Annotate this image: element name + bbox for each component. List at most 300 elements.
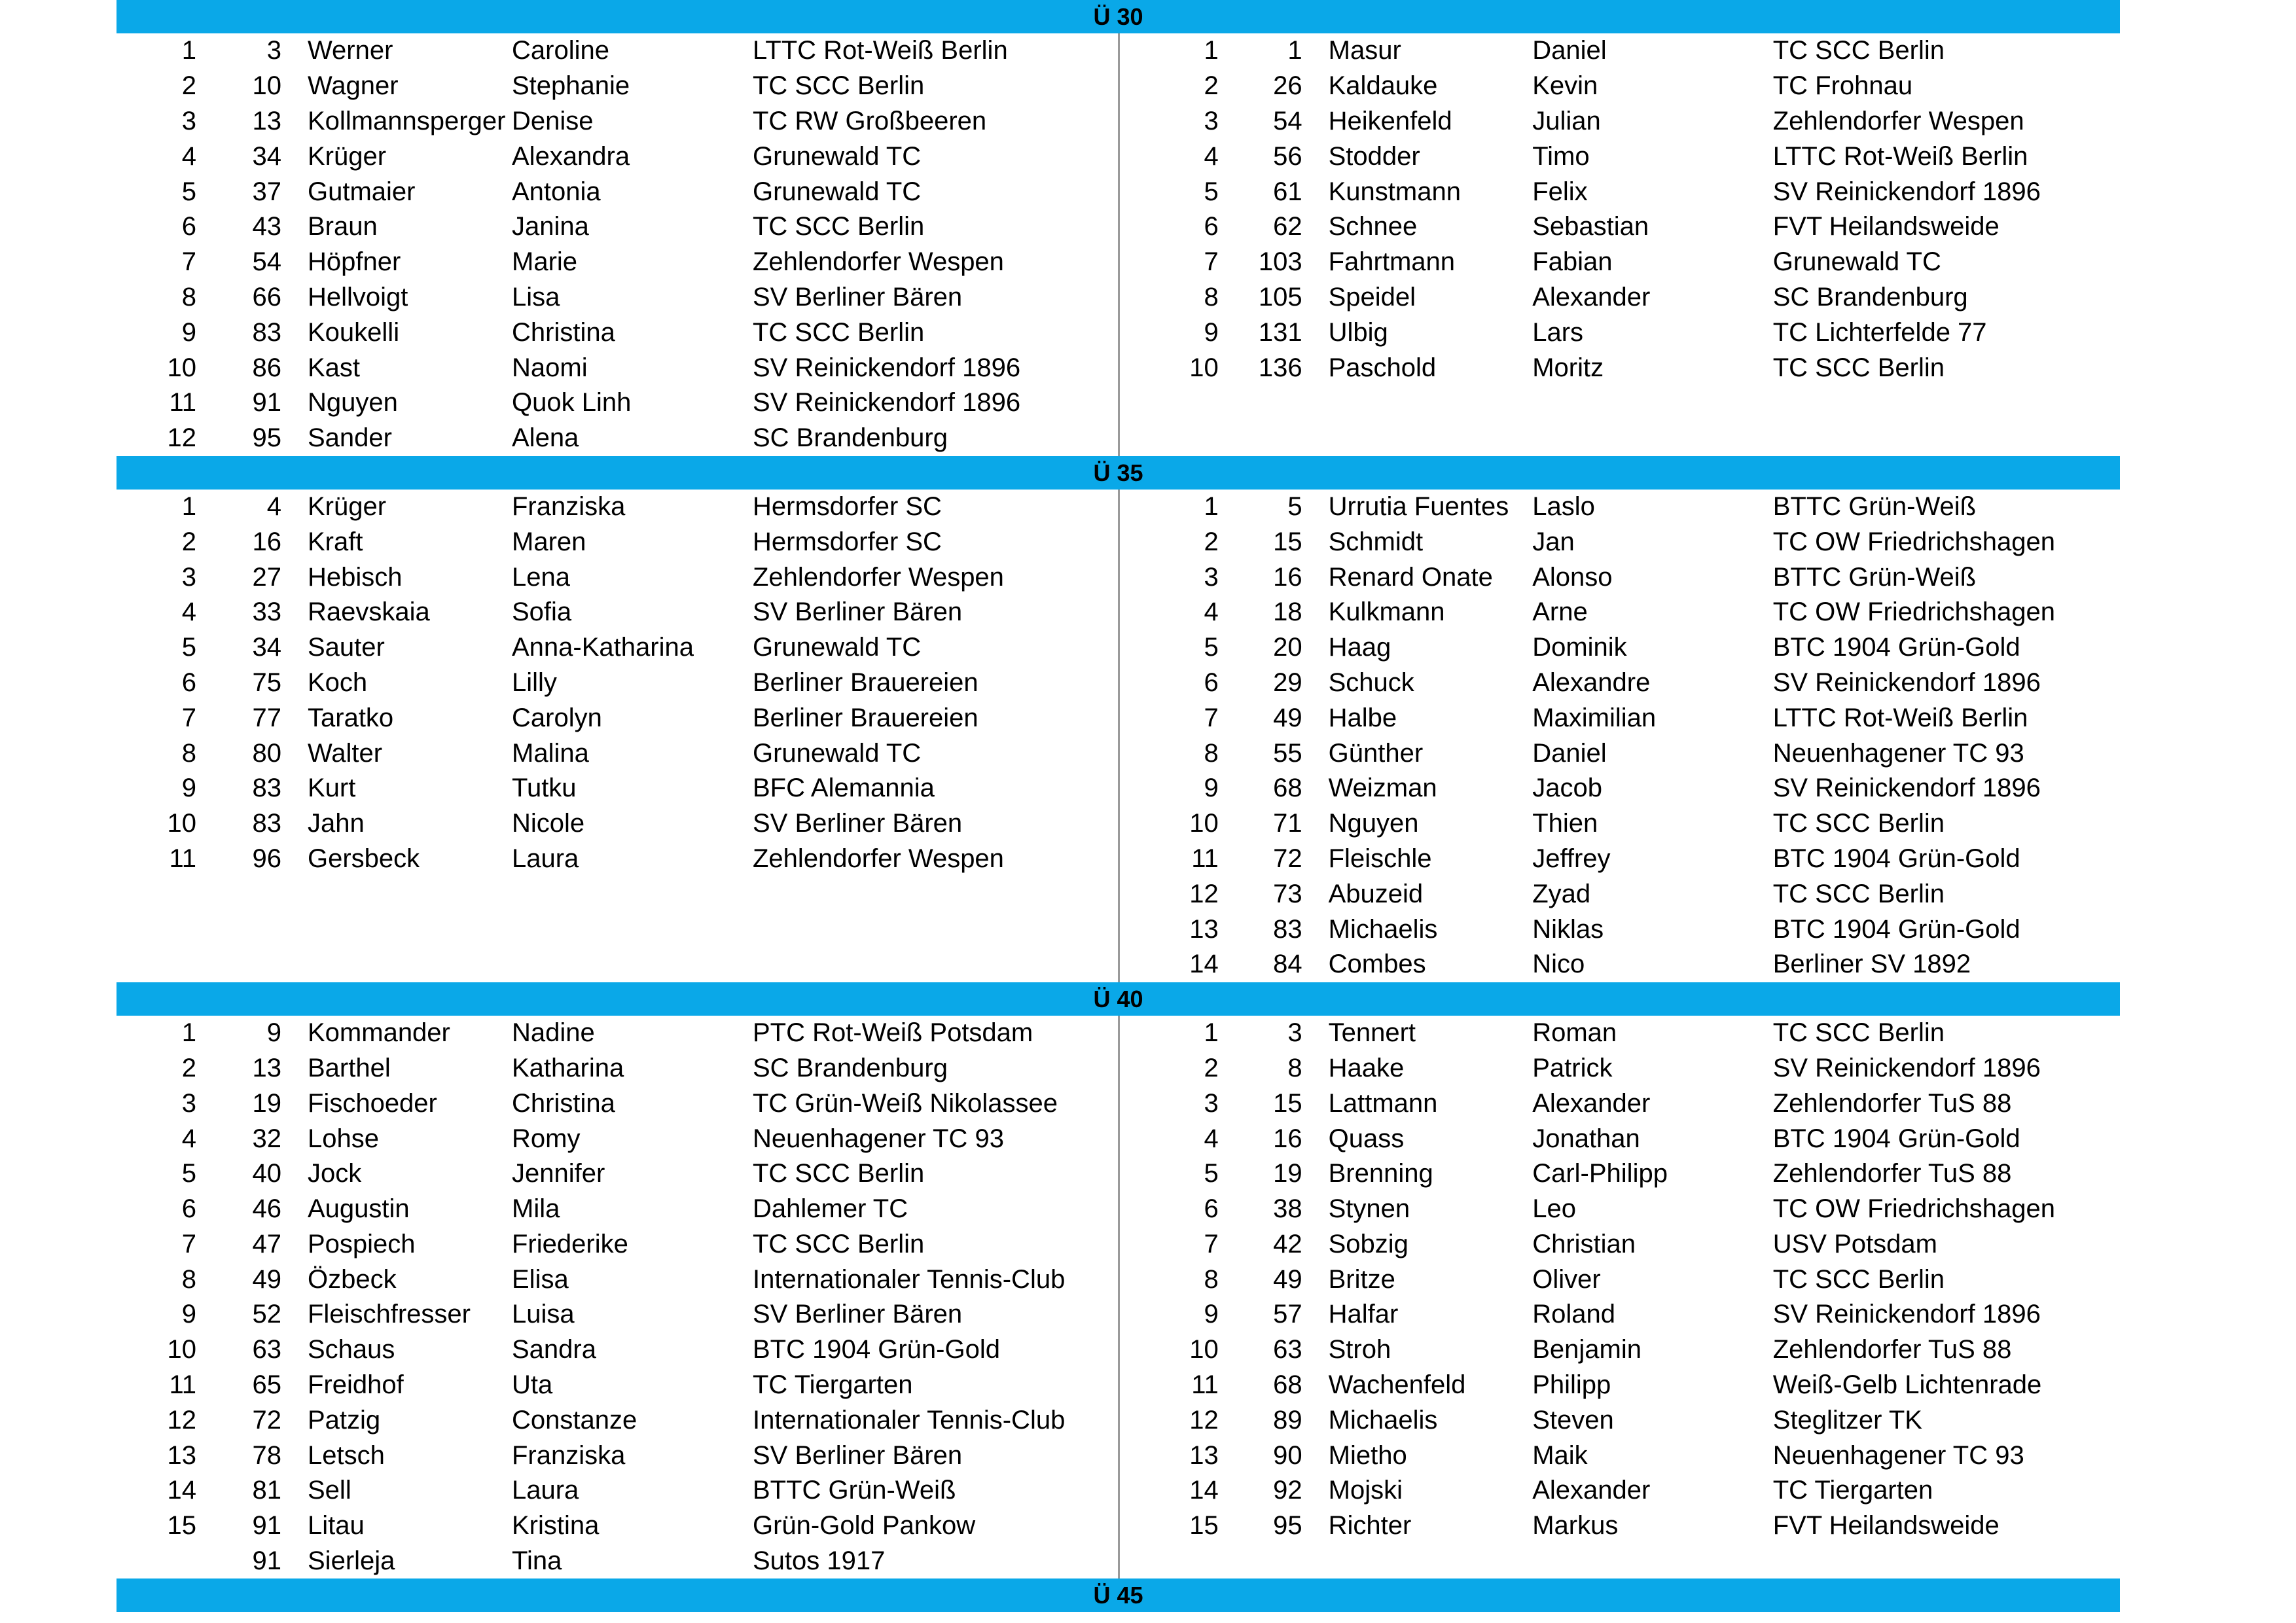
- rank-cell: 4: [181, 141, 196, 171]
- rank-cell: 7: [1204, 703, 1219, 732]
- pts-cell: 81: [252, 1476, 281, 1505]
- club-cell: Zehlendorfer Wespen: [753, 247, 1004, 277]
- club-cell: TC Lichterfelde 77: [1772, 317, 1987, 347]
- rank-cell: 14: [1189, 1476, 1219, 1505]
- club-cell: Berliner Brauereien: [753, 703, 978, 732]
- club-cell: SV Reinickendorf 1896: [1772, 668, 2041, 697]
- club-cell: TC SCC Berlin: [753, 1229, 925, 1258]
- table-row: [1118, 245, 2119, 280]
- rank-cell: 8: [1204, 1264, 1219, 1294]
- table-row: [117, 524, 1118, 560]
- pts-cell: 61: [1273, 177, 1302, 206]
- first-cell: Jennifer: [512, 1159, 605, 1188]
- last-cell: Schaus: [308, 1335, 395, 1364]
- pts-cell: 29: [1273, 668, 1302, 697]
- table-row: [1118, 385, 2119, 421]
- last-cell: Urrutia Fuentes: [1328, 491, 1509, 521]
- rank-cell: 8: [181, 282, 196, 312]
- table-row: [1118, 1192, 2119, 1227]
- rank-cell: 12: [1189, 1405, 1219, 1435]
- last-cell: Schuck: [1328, 668, 1414, 697]
- table-row: [117, 69, 1118, 104]
- table-row: [1118, 1544, 2119, 1579]
- table-row: [117, 736, 1118, 771]
- club-cell: Neuenhagener TC 93: [1772, 1440, 2024, 1470]
- club-cell: TC SCC Berlin: [1772, 879, 1945, 908]
- last-cell: Taratko: [308, 703, 394, 732]
- age-group-header: Ü 40: [117, 982, 2120, 1016]
- pts-cell: 83: [252, 317, 281, 347]
- pts-cell: 91: [252, 388, 281, 418]
- table-row: [1118, 700, 2119, 736]
- rank-cell: 10: [1189, 1335, 1219, 1364]
- rank-cell: 6: [181, 212, 196, 241]
- first-cell: Jeffrey: [1532, 844, 1611, 873]
- last-cell: Sobzig: [1328, 1229, 1408, 1258]
- pts-cell: 3: [1287, 1018, 1302, 1048]
- rank-cell: 4: [1204, 597, 1219, 627]
- first-cell: Niklas: [1532, 914, 1604, 944]
- pts-cell: 95: [1273, 1511, 1302, 1541]
- pts-cell: 38: [1273, 1194, 1302, 1224]
- women-column: [117, 1016, 1118, 1579]
- pts-cell: 49: [1273, 1264, 1302, 1294]
- pts-cell: 49: [1273, 703, 1302, 732]
- club-cell: Zehlendorfer TuS 88: [1772, 1335, 2012, 1364]
- rank-cell: 9: [181, 774, 196, 803]
- first-cell: Carl-Philipp: [1532, 1159, 1668, 1188]
- rank-cell: 7: [1204, 1229, 1219, 1258]
- club-cell: Neuenhagener TC 93: [1772, 738, 2024, 768]
- first-cell: Janina: [512, 212, 589, 241]
- club-cell: TC SCC Berlin: [753, 212, 925, 241]
- club-cell: TC Frohnau: [1772, 71, 1913, 101]
- pts-cell: 37: [252, 177, 281, 206]
- club-cell: TC Tiergarten: [1772, 1476, 1933, 1505]
- first-cell: Anna-Katharina: [512, 633, 694, 662]
- first-cell: Alexander: [1532, 282, 1651, 312]
- table-row: [117, 1332, 1118, 1368]
- pts-cell: 3: [266, 36, 281, 65]
- last-cell: Jahn: [308, 809, 365, 838]
- last-cell: Haake: [1328, 1053, 1405, 1082]
- first-cell: Leo: [1532, 1194, 1576, 1224]
- pts-cell: 20: [1273, 633, 1302, 662]
- rank-cell: 10: [1189, 353, 1219, 382]
- last-cell: Pospiech: [308, 1229, 416, 1258]
- rank-cell: 9: [1204, 317, 1219, 347]
- men-column: [1118, 1016, 2119, 1579]
- club-cell: BTC 1904 Grün-Gold: [1772, 1124, 2020, 1153]
- club-cell: Berliner SV 1892: [1772, 950, 1971, 979]
- rank-cell: 13: [1189, 1440, 1219, 1470]
- last-cell: Michaelis: [1328, 914, 1438, 944]
- last-cell: Nguyen: [1328, 809, 1419, 838]
- pts-cell: 16: [1273, 562, 1302, 592]
- rank-cell: 1: [181, 491, 196, 521]
- first-cell: Roman: [1532, 1018, 1617, 1048]
- club-cell: SV Berliner Bären: [753, 809, 963, 838]
- rank-cell: 10: [167, 809, 196, 838]
- club-cell: BTTC Grün-Weiß: [753, 1476, 956, 1505]
- club-cell: TC OW Friedrichshagen: [1772, 527, 2055, 556]
- pts-cell: 103: [1258, 247, 1302, 277]
- club-cell: BTTC Grün-Weiß: [1772, 562, 1977, 592]
- table-row: [117, 1438, 1118, 1473]
- first-cell: Naomi: [512, 353, 588, 382]
- first-cell: Patrick: [1532, 1053, 1613, 1082]
- club-cell: Sutos 1917: [753, 1546, 886, 1576]
- table-row: [1118, 104, 2119, 139]
- table-row: [117, 1508, 1118, 1544]
- rank-cell: 11: [1191, 1370, 1219, 1400]
- pts-cell: 54: [252, 247, 281, 277]
- last-cell: Walter: [308, 738, 383, 768]
- last-cell: Richter: [1328, 1511, 1412, 1541]
- table-row: [1118, 666, 2119, 701]
- rank-cell: 8: [181, 738, 196, 768]
- last-cell: Hellvoigt: [308, 282, 408, 312]
- pts-cell: 78: [252, 1440, 281, 1470]
- rank-cell: 2: [181, 527, 196, 556]
- pts-cell: 13: [252, 106, 281, 135]
- table-row: [1118, 1297, 2119, 1332]
- first-cell: Christina: [512, 317, 615, 347]
- table-row: [1118, 1156, 2119, 1192]
- age-group-table: [117, 490, 2120, 982]
- last-cell: Werner: [308, 36, 393, 65]
- pts-cell: 105: [1258, 282, 1302, 312]
- table-row: [1118, 912, 2119, 947]
- pts-cell: 40: [252, 1159, 281, 1188]
- pts-cell: 33: [252, 597, 281, 627]
- club-cell: Steglitzer TK: [1772, 1405, 1922, 1435]
- club-cell: TC SCC Berlin: [753, 1159, 925, 1188]
- table-row: [1118, 771, 2119, 806]
- rank-cell: 9: [181, 1300, 196, 1329]
- club-cell: LTTC Rot-Weiß Berlin: [1772, 141, 2028, 171]
- rank-cell: 10: [167, 1335, 196, 1364]
- first-cell: Marie: [512, 247, 578, 277]
- age-group-table: [117, 33, 2120, 456]
- rank-cell: 7: [181, 1229, 196, 1258]
- pts-cell: 91: [252, 1546, 281, 1576]
- first-cell: Franziska: [512, 491, 626, 521]
- rank-cell: 2: [181, 1053, 196, 1082]
- table-row: [117, 1473, 1118, 1508]
- rank-cell: 5: [1204, 177, 1219, 206]
- rank-cell: 1: [181, 1018, 196, 1048]
- pts-cell: 56: [1273, 141, 1302, 171]
- pts-cell: 89: [1273, 1405, 1302, 1435]
- last-cell: Wachenfeld: [1328, 1370, 1466, 1400]
- club-cell: LTTC Rot-Weiß Berlin: [1772, 703, 2028, 732]
- last-cell: Stroh: [1328, 1335, 1391, 1364]
- club-cell: Grunewald TC: [753, 177, 922, 206]
- first-cell: Jan: [1532, 527, 1575, 556]
- last-cell: Tennert: [1328, 1018, 1416, 1048]
- first-cell: Malina: [512, 738, 589, 768]
- pts-cell: 83: [1273, 914, 1302, 944]
- club-cell: TC SCC Berlin: [753, 71, 925, 101]
- men-column: [1118, 490, 2119, 982]
- table-row: [117, 700, 1118, 736]
- table-row: [1118, 315, 2119, 350]
- first-cell: Maik: [1532, 1440, 1588, 1470]
- pts-cell: 90: [1273, 1440, 1302, 1470]
- table-row: [1118, 69, 2119, 104]
- table-row: [117, 595, 1118, 630]
- rank-cell: 4: [181, 597, 196, 627]
- club-cell: TC Grün-Weiß Nikolassee: [753, 1088, 1058, 1118]
- rank-cell: 3: [1204, 106, 1219, 135]
- table-row: [1118, 1508, 2119, 1544]
- club-cell: SV Berliner Bären: [753, 1300, 963, 1329]
- last-cell: Haag: [1328, 633, 1391, 662]
- pts-cell: 62: [1273, 212, 1302, 241]
- column-divider: [1118, 490, 1120, 982]
- table-row: [1118, 842, 2119, 877]
- first-cell: Tutku: [512, 774, 577, 803]
- rank-cell: 7: [181, 247, 196, 277]
- rank-cell: 11: [169, 844, 196, 873]
- table-row: [1118, 33, 2119, 69]
- last-cell: Halbe: [1328, 703, 1397, 732]
- pts-cell: 83: [252, 809, 281, 838]
- pts-cell: 47: [252, 1229, 281, 1258]
- rank-cell: 11: [169, 388, 196, 418]
- club-cell: TC OW Friedrichshagen: [1772, 597, 2055, 627]
- table-row: [1118, 174, 2119, 209]
- last-cell: Sell: [308, 1476, 351, 1505]
- men-column: [1118, 33, 2119, 456]
- club-cell: Dahlemer TC: [753, 1194, 908, 1224]
- pts-cell: 1: [1287, 36, 1302, 65]
- pts-cell: 34: [252, 633, 281, 662]
- rank-cell: 4: [1204, 1124, 1219, 1153]
- first-cell: Kevin: [1532, 71, 1598, 101]
- last-cell: Mietho: [1328, 1440, 1407, 1470]
- last-cell: Sierleja: [308, 1546, 395, 1576]
- first-cell: Christian: [1532, 1229, 1636, 1258]
- rank-cell: 4: [181, 1124, 196, 1153]
- first-cell: Lena: [512, 562, 570, 592]
- club-cell: Zehlendorfer TuS 88: [1772, 1159, 2012, 1188]
- last-cell: Kurt: [308, 774, 356, 803]
- table-row: [117, 421, 1118, 456]
- pts-cell: 68: [1273, 774, 1302, 803]
- table-row: [1118, 209, 2119, 245]
- last-cell: Fahrtmann: [1328, 247, 1456, 277]
- first-cell: Constanze: [512, 1405, 637, 1435]
- first-cell: Luisa: [512, 1300, 575, 1329]
- pts-cell: 86: [252, 353, 281, 382]
- last-cell: Stynen: [1328, 1194, 1410, 1224]
- rank-cell: 10: [1189, 809, 1219, 838]
- first-cell: Laura: [512, 844, 579, 873]
- pts-cell: 63: [252, 1335, 281, 1364]
- table-row: [117, 104, 1118, 139]
- club-cell: SV Berliner Bären: [753, 1440, 963, 1470]
- last-cell: Sauter: [308, 633, 385, 662]
- first-cell: Maximilian: [1532, 703, 1657, 732]
- table-row: [117, 1227, 1118, 1262]
- first-cell: Carolyn: [512, 703, 602, 732]
- first-cell: Timo: [1532, 141, 1590, 171]
- last-cell: Schmidt: [1328, 527, 1424, 556]
- last-cell: Paschold: [1328, 353, 1437, 382]
- pts-cell: 95: [252, 423, 281, 453]
- table-row: [1118, 1086, 2119, 1121]
- pts-cell: 91: [252, 1511, 281, 1541]
- club-cell: Weiß-Gelb Lichtenrade: [1772, 1370, 2042, 1400]
- first-cell: Alexandre: [1532, 668, 1651, 697]
- last-cell: Braun: [308, 212, 378, 241]
- last-cell: Wagner: [308, 71, 399, 101]
- rank-cell: 1: [181, 36, 196, 65]
- first-cell: Sandra: [512, 1335, 596, 1364]
- first-cell: Sebastian: [1532, 212, 1649, 241]
- first-cell: Alena: [512, 423, 579, 453]
- pts-cell: 72: [1273, 844, 1302, 873]
- table-row: [1118, 630, 2119, 666]
- table-row: [1118, 1402, 2119, 1438]
- last-cell: Quass: [1328, 1124, 1405, 1153]
- pts-cell: 9: [266, 1018, 281, 1048]
- pts-cell: 49: [252, 1264, 281, 1294]
- table-row: [117, 560, 1118, 595]
- first-cell: Arne: [1532, 597, 1588, 627]
- table-row: [117, 1262, 1118, 1297]
- first-cell: Nicole: [512, 809, 585, 838]
- table-row: [117, 1368, 1118, 1403]
- first-cell: Daniel: [1532, 36, 1607, 65]
- table-row: [1118, 595, 2119, 630]
- table-row: [117, 842, 1118, 877]
- last-cell: Fleischfresser: [308, 1300, 471, 1329]
- table-row: [1118, 1368, 2119, 1403]
- rank-cell: 1: [1204, 1018, 1219, 1048]
- first-cell: Maren: [512, 527, 586, 556]
- first-cell: Elisa: [512, 1264, 569, 1294]
- pts-cell: 18: [1273, 597, 1302, 627]
- club-cell: LTTC Rot-Weiß Berlin: [753, 36, 1008, 65]
- last-cell: Britze: [1328, 1264, 1395, 1294]
- first-cell: Caroline: [512, 36, 609, 65]
- pts-cell: 4: [266, 491, 281, 521]
- table-row: [117, 771, 1118, 806]
- table-row: [1118, 350, 2119, 385]
- table-row: [117, 1086, 1118, 1121]
- rank-cell: 3: [181, 106, 196, 135]
- rank-cell: 3: [1204, 1088, 1219, 1118]
- club-cell: TC SCC Berlin: [1772, 353, 1945, 382]
- rank-cell: 3: [1204, 562, 1219, 592]
- last-cell: Krüger: [308, 141, 387, 171]
- rank-cell: 6: [181, 1194, 196, 1224]
- club-cell: TC SCC Berlin: [753, 317, 925, 347]
- last-cell: Heikenfeld: [1328, 106, 1452, 135]
- club-cell: TC SCC Berlin: [1772, 36, 1945, 65]
- first-cell: Laura: [512, 1476, 579, 1505]
- first-cell: Franziska: [512, 1440, 626, 1470]
- table-row: [117, 876, 1118, 912]
- pts-cell: 5: [1287, 491, 1302, 521]
- rank-cell: 8: [1204, 738, 1219, 768]
- table-row: [117, 1297, 1118, 1332]
- first-cell: Friederike: [512, 1229, 628, 1258]
- table-row: [117, 385, 1118, 421]
- last-cell: Stodder: [1328, 141, 1420, 171]
- table-row: [1118, 1121, 2119, 1156]
- pts-cell: 72: [252, 1405, 281, 1435]
- age-group-table: [117, 1016, 2120, 1579]
- rank-cell: 7: [1204, 247, 1219, 277]
- last-cell: Özbeck: [308, 1264, 397, 1294]
- table-row: [117, 806, 1118, 842]
- club-cell: Berliner Brauereien: [753, 668, 978, 697]
- last-cell: Masur: [1328, 36, 1401, 65]
- rank-cell: 8: [1204, 282, 1219, 312]
- first-cell: Moritz: [1532, 353, 1604, 382]
- pts-cell: 15: [1273, 1088, 1302, 1118]
- pts-cell: 10: [252, 71, 281, 101]
- first-cell: Antonia: [512, 177, 601, 206]
- club-cell: Grunewald TC: [753, 141, 922, 171]
- table-row: [117, 280, 1118, 315]
- column-divider: [1118, 33, 1120, 456]
- club-cell: SV Berliner Bären: [753, 282, 963, 312]
- first-cell: Lisa: [512, 282, 560, 312]
- club-cell: SV Reinickendorf 1896: [1772, 177, 2041, 206]
- pts-cell: 54: [1273, 106, 1302, 135]
- club-cell: SV Reinickendorf 1896: [1772, 774, 2041, 803]
- pts-cell: 34: [252, 141, 281, 171]
- last-cell: Kaldauke: [1328, 71, 1438, 101]
- table-row: [1118, 736, 2119, 771]
- club-cell: SC Brandenburg: [753, 1053, 948, 1082]
- first-cell: Thien: [1532, 809, 1598, 838]
- club-cell: Hermsdorfer SC: [753, 491, 942, 521]
- table-row: [117, 1156, 1118, 1192]
- pts-cell: 80: [252, 738, 281, 768]
- table-row: [1118, 421, 2119, 456]
- club-cell: SC Brandenburg: [753, 423, 948, 453]
- pts-cell: 83: [252, 774, 281, 803]
- table-row: [117, 1544, 1118, 1579]
- table-row: [1118, 1016, 2119, 1051]
- rank-cell: 14: [1189, 950, 1219, 979]
- table-row: [117, 630, 1118, 666]
- rank-cell: 6: [181, 668, 196, 697]
- age-group-header: Ü 30: [117, 0, 2120, 33]
- rank-cell: 1: [1204, 491, 1219, 521]
- rank-cell: 9: [181, 317, 196, 347]
- pts-cell: 42: [1273, 1229, 1302, 1258]
- first-cell: Lilly: [512, 668, 557, 697]
- rank-cell: 9: [1204, 774, 1219, 803]
- club-cell: BTC 1904 Grün-Gold: [753, 1335, 1000, 1364]
- pts-cell: 66: [252, 282, 281, 312]
- rank-cell: 2: [181, 71, 196, 101]
- club-cell: Internationaler Tennis-Club: [753, 1264, 1066, 1294]
- pts-cell: 16: [1273, 1124, 1302, 1153]
- club-cell: SV Reinickendorf 1896: [1772, 1300, 2041, 1329]
- rank-cell: 9: [1204, 1300, 1219, 1329]
- rank-cell: 3: [181, 562, 196, 592]
- pts-cell: 8: [1287, 1053, 1302, 1082]
- last-cell: Brenning: [1328, 1159, 1433, 1188]
